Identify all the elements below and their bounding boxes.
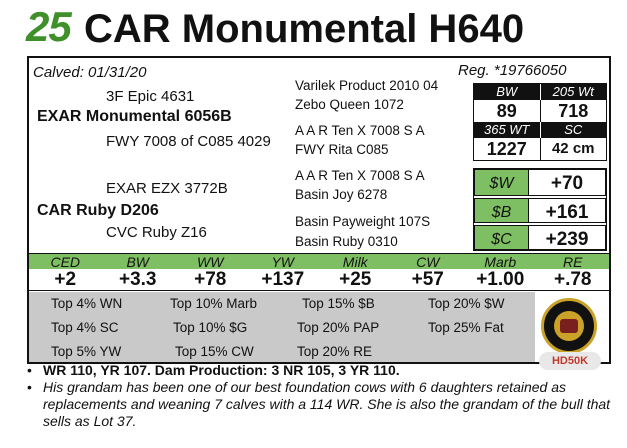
percentile-item: Top 15% CW [175, 344, 254, 359]
sire-sire: 3F Epic 4631 [106, 88, 195, 105]
ggp-2: Zebo Queen 1072 [295, 97, 404, 112]
sc-label: SC [540, 122, 607, 138]
production-note: WR 110, YR 107. Dam Production: 3 NR 105, 3 YR 110. [43, 362, 400, 378]
animal-name: CAR Monumental H640 [84, 7, 525, 51]
w365-label: 365 WT [483, 122, 530, 137]
dollar-row [474, 169, 606, 196]
dollar-label: $C [474, 225, 529, 250]
dollar-label: $W [474, 169, 529, 196]
dollar-index-table [473, 168, 607, 251]
epd-value: +3.3 [118, 269, 157, 290]
epd-header: CED [50, 254, 81, 270]
notes [27, 362, 627, 430]
epd-header: Marb [484, 254, 517, 270]
ggp-3: A A R Ten X 7008 S A [295, 123, 425, 138]
percentile-item: Top 10% Marb [170, 296, 258, 311]
epd-value: +137 [261, 269, 305, 290]
percentile-item: Top 10% $G [173, 320, 248, 335]
ggp-5: A A R Ten X 7008 S A [295, 168, 425, 183]
ggp-6: Basin Joy 6278 [295, 187, 388, 202]
w205-label: 205 Wt [540, 84, 607, 100]
bw-value: 89 [496, 101, 517, 121]
percentile-item: Top 20% PAP [297, 320, 380, 335]
epd-value-row [29, 269, 609, 291]
registration-number: Reg. *19766050 [458, 62, 567, 79]
percentile-item: Top 4% WN [51, 296, 123, 311]
sc-value: 42 cm [540, 138, 607, 160]
breed-association-seal-icon [541, 298, 597, 354]
percentile-item: Top 15% $B [302, 296, 375, 311]
dollar-label: $B [474, 198, 529, 223]
epd-header: CW [416, 254, 440, 270]
dollar-row [474, 223, 606, 250]
epd-value: +78 [194, 269, 227, 290]
ggp-4: FWY Rita C085 [295, 142, 389, 157]
weights-table [473, 83, 607, 161]
ggp-1: Varilek Product 2010 04 [295, 78, 439, 93]
epd-header: WW [197, 254, 224, 270]
calved-date: Calved: 01/31/20 [33, 64, 147, 81]
dam: CAR Ruby D206 [37, 202, 159, 219]
dollar-value: +161 [529, 198, 606, 223]
percentile-item: Top 25% Fat [428, 320, 504, 335]
sire: EXAR Monumental 6056B [37, 108, 232, 125]
ggp-7: Basin Payweight 107S [295, 214, 431, 229]
epd-value: +.78 [553, 269, 592, 290]
dam-dam: CVC Ruby Z16 [106, 224, 207, 241]
dollar-row [474, 196, 606, 223]
percentile-item: Top 20% $W [428, 296, 505, 311]
dam-sire: EXAR EZX 3772B [106, 180, 228, 197]
sire-dam: FWY 7008 of C085 4029 [106, 133, 271, 150]
epd-value: +2 [54, 269, 77, 290]
epd-header: YW [271, 254, 295, 270]
dollar-value: +239 [529, 225, 606, 250]
ggp-8: Basin Ruby 0310 [295, 234, 398, 249]
epd-header: RE [563, 254, 583, 270]
bullet-icon: • [27, 379, 32, 395]
percentile-item: Top 20% RE [297, 344, 373, 359]
percentile-item: Top 5% YW [51, 344, 122, 359]
epd-value: +1.00 [476, 269, 525, 290]
dollar-value: +70 [529, 169, 606, 196]
hd50k-logo: HD50K [539, 352, 601, 370]
w365-value: 1227 [486, 139, 527, 159]
bw-label: BW [496, 84, 518, 99]
epd-value: +25 [339, 269, 372, 290]
epd-header-row [29, 253, 609, 269]
epd-header: Milk [342, 254, 368, 270]
bullet-icon: • [27, 362, 32, 378]
percentile-ranks [29, 292, 535, 362]
lot-number: 25 [26, 3, 71, 50]
grandam-note: His grandam has been one of our best foundation cows with 6 daughters retained as replacements and weaning 7 calves with a 114 WR. She is also the grandam of the bull that sells as Lot 37. [43, 379, 611, 429]
epd-value: +57 [411, 269, 444, 290]
percentile-item: Top 4% SC [51, 320, 119, 335]
epd-header: BW [126, 254, 150, 270]
w205-value: 718 [540, 100, 607, 122]
